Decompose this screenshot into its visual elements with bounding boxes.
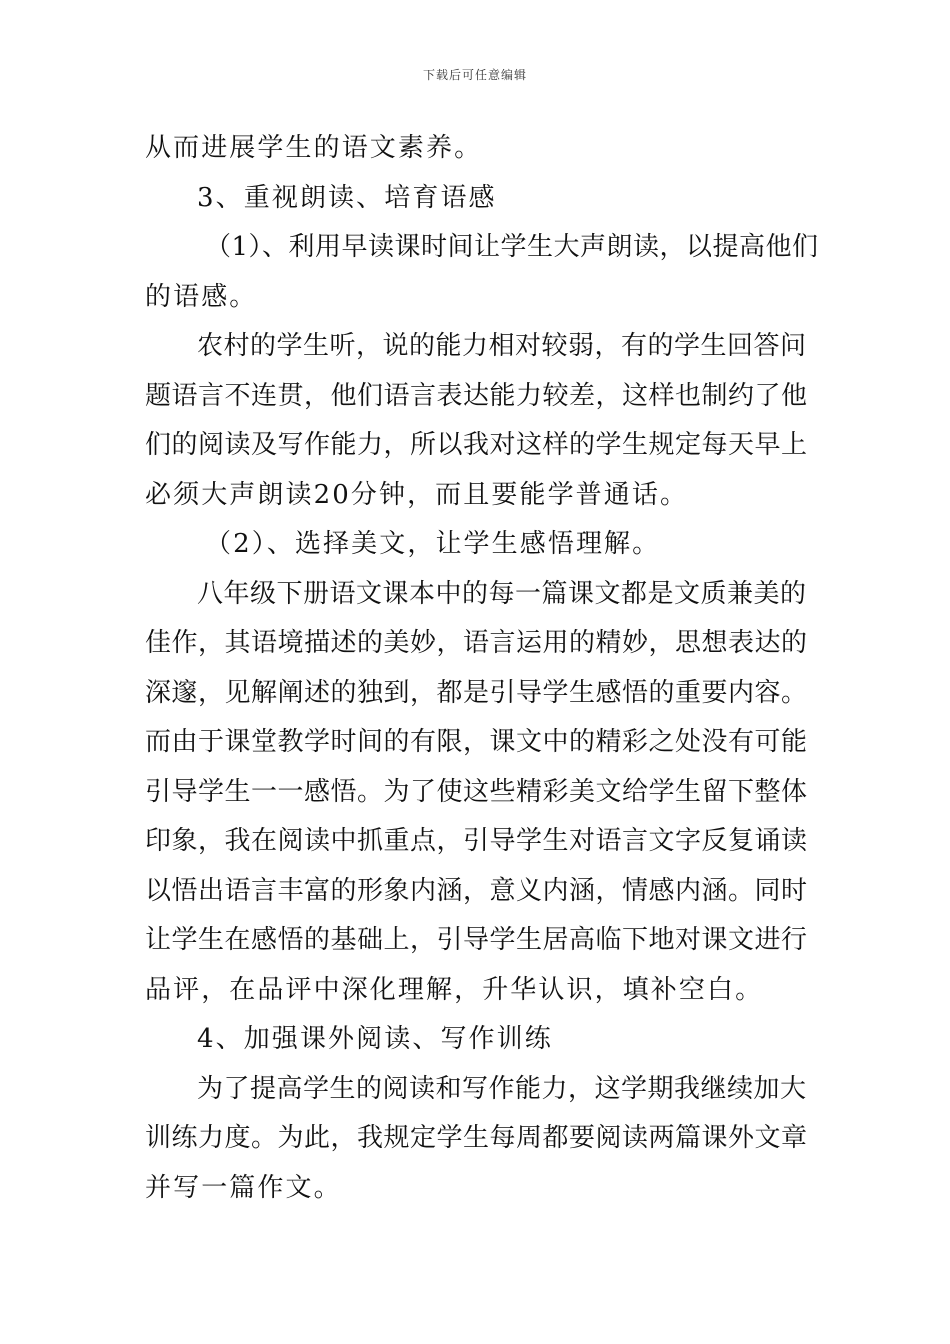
text-line: 品评，在品评中深化理解，升华认识，填补空白。: [145, 974, 764, 1005]
subsection-heading: （1）、利用早读课时间让学生大声朗读，以提高他们: [205, 232, 819, 262]
text-line: 必须大声朗读20分钟，而且要能学普通话。: [145, 479, 689, 510]
text-line: 从而进展学生的语文素养。: [145, 133, 483, 163]
paragraph-start: 为了提高学生的阅读和写作能力，这学期我继续加大: [197, 1073, 807, 1104]
section-heading: 4、加强课外阅读、写作训练: [197, 1024, 553, 1054]
text-line: 而由于课堂教学时间的有限，课文中的精彩之处没有可能: [145, 727, 808, 757]
text-line: 并写一篇作文。: [145, 1172, 342, 1203]
document-body: [145, 124, 819, 1213]
text-line: 让学生在感悟的基础上，引导学生居高临下地对课文进行: [145, 925, 808, 955]
section-heading: 3、重视朗读、培育语感: [197, 182, 497, 213]
paragraph-start: 八年级下册语文课本中的每一篇课文都是文质兼美的: [197, 578, 807, 609]
text-line: 以悟出语言丰富的形象内涵，意义内涵，情感内涵。同时: [145, 875, 808, 906]
text-line: 引导学生一一感悟。为了使这些精彩美文给学生留下整体: [145, 776, 808, 807]
text-line: 佳作，其语境描述的美妙，语言运用的精妙，思想表达的: [145, 628, 808, 658]
text-line: 们的阅读及写作能力，所以我对这样的学生规定每天早上: [145, 430, 808, 460]
page-header: 下载后可任意编辑: [422, 68, 527, 82]
subsection-heading: （2）、选择美文，让学生感悟理解。: [205, 529, 661, 559]
text-line: 题语言不连贯，他们语言表达能力较差，这样也制约了他: [145, 380, 808, 411]
paragraph-start: 农村的学生听，说的能力相对较弱，有的学生回答问: [197, 331, 807, 361]
text-line: 印象，我在阅读中抓重点，引导学生对语言文字反复诵读: [145, 826, 808, 856]
text-line: 训练力度。为此，我规定学生每周都要阅读两篇课外文章: [145, 1123, 808, 1153]
text-line: 的语感。: [145, 281, 258, 312]
text-line: 深邃，见解阐述的独到，都是引导学生感悟的重要内容。: [145, 677, 808, 708]
